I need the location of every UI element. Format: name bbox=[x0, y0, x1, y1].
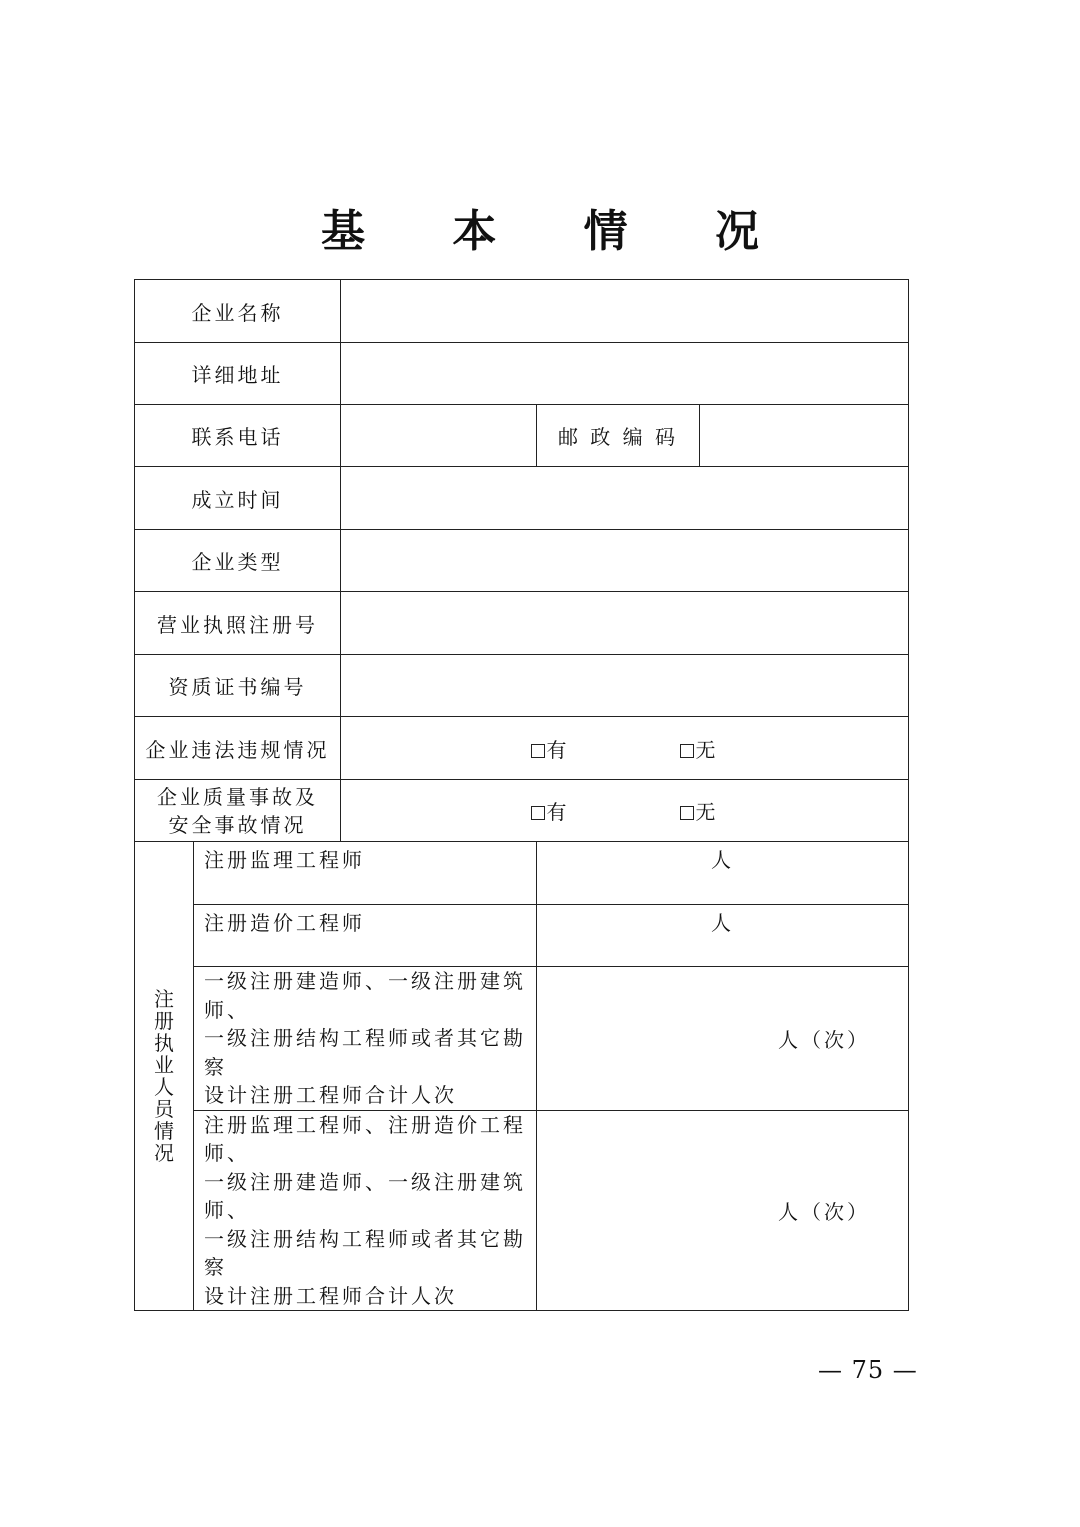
violation-label: 企业违法违规情况 bbox=[135, 717, 341, 780]
first-class-engineers-label bbox=[194, 967, 537, 1111]
page-title: 基 本 情 况 bbox=[321, 206, 795, 257]
established-field[interactable] bbox=[341, 467, 909, 530]
violation-yes-option[interactable] bbox=[531, 734, 570, 763]
personnel-label-char: 情 bbox=[154, 1119, 174, 1143]
cost-engineer-count[interactable]: 人 bbox=[537, 905, 909, 967]
row-cert-no bbox=[135, 655, 909, 717]
row-address bbox=[135, 343, 909, 405]
personnel-label-char: 注 bbox=[154, 987, 174, 1011]
page-number: — 75 — bbox=[818, 1356, 918, 1384]
cert-no-label: 资质证书编号 bbox=[135, 655, 341, 717]
row-company-type bbox=[135, 530, 909, 592]
license-no-field[interactable] bbox=[341, 592, 909, 655]
checkbox-icon[interactable] bbox=[531, 744, 545, 758]
row-violation bbox=[135, 717, 909, 780]
company-type-field[interactable] bbox=[341, 530, 909, 592]
label-line: 注册监理工程师、注册造价工程师、 bbox=[204, 1112, 526, 1165]
checkbox-icon[interactable] bbox=[531, 806, 545, 820]
label-line: 设计注册工程师合计人次 bbox=[204, 1083, 457, 1107]
personnel-section-label bbox=[135, 842, 194, 1311]
basic-info-table bbox=[134, 279, 909, 1311]
checkbox-icon[interactable] bbox=[680, 806, 694, 820]
row-personnel-3 bbox=[135, 967, 909, 1111]
personnel-label-char: 册 bbox=[154, 1009, 174, 1033]
label-line: 一级注册结构工程师或者其它勘察 bbox=[204, 1026, 526, 1079]
address-label: 详细地址 bbox=[135, 343, 341, 405]
personnel-label-char: 执 bbox=[154, 1031, 174, 1055]
row-personnel-1 bbox=[135, 842, 909, 905]
personnel-label-char: 况 bbox=[154, 1141, 174, 1165]
cost-engineer-label: 注册造价工程师 bbox=[194, 905, 537, 967]
first-class-engineers-count[interactable]: 人（次） bbox=[537, 967, 909, 1111]
address-field[interactable] bbox=[341, 343, 909, 405]
row-company-name bbox=[135, 280, 909, 343]
yes-label: 有 bbox=[546, 800, 570, 824]
violation-options bbox=[341, 717, 909, 780]
accident-yes-option[interactable] bbox=[531, 796, 570, 825]
total-engineers-label bbox=[194, 1110, 537, 1311]
label-line: 一级注册建造师、一级注册建筑师、 bbox=[204, 969, 526, 1022]
no-label: 无 bbox=[695, 737, 719, 762]
label-line: 设计注册工程师合计人次 bbox=[204, 1283, 457, 1308]
row-phone bbox=[135, 405, 909, 467]
company-type-label: 企业类型 bbox=[135, 530, 341, 592]
accident-no-option[interactable] bbox=[680, 796, 719, 825]
label-line: 一级注册结构工程师或者其它勘察 bbox=[204, 1226, 526, 1279]
postal-code-label: 邮 政 编 码 bbox=[537, 405, 700, 467]
no-label: 无 bbox=[695, 800, 719, 824]
phone-field[interactable] bbox=[341, 405, 537, 467]
postal-code-field[interactable] bbox=[700, 405, 909, 467]
supervision-engineer-count[interactable]: 人 bbox=[537, 842, 909, 905]
accident-label bbox=[135, 780, 341, 842]
cert-no-field[interactable] bbox=[341, 655, 909, 717]
accident-label-line2: 安全事故情况 bbox=[168, 812, 307, 837]
yes-label: 有 bbox=[546, 737, 570, 762]
checkbox-icon[interactable] bbox=[680, 744, 694, 758]
row-personnel-4 bbox=[135, 1110, 909, 1311]
company-name-label: 企业名称 bbox=[135, 280, 341, 343]
supervision-engineer-label: 注册监理工程师 bbox=[194, 842, 537, 905]
accident-options bbox=[341, 780, 909, 842]
accident-label-line1: 企业质量事故及 bbox=[157, 784, 318, 809]
row-personnel-2 bbox=[135, 905, 909, 967]
total-engineers-count[interactable]: 人（次） bbox=[537, 1110, 909, 1311]
row-accident bbox=[135, 780, 909, 842]
label-line: 一级注册建造师、一级注册建筑师、 bbox=[204, 1169, 526, 1222]
personnel-label-char: 员 bbox=[154, 1097, 174, 1121]
company-name-field[interactable] bbox=[341, 280, 909, 343]
established-label: 成立时间 bbox=[135, 467, 341, 530]
phone-label: 联系电话 bbox=[135, 405, 341, 467]
personnel-label-char: 业 bbox=[154, 1053, 174, 1077]
row-established bbox=[135, 467, 909, 530]
violation-no-option[interactable] bbox=[680, 734, 719, 763]
personnel-label-char: 人 bbox=[154, 1075, 174, 1099]
row-license-no bbox=[135, 592, 909, 655]
license-no-label: 营业执照注册号 bbox=[135, 592, 341, 655]
